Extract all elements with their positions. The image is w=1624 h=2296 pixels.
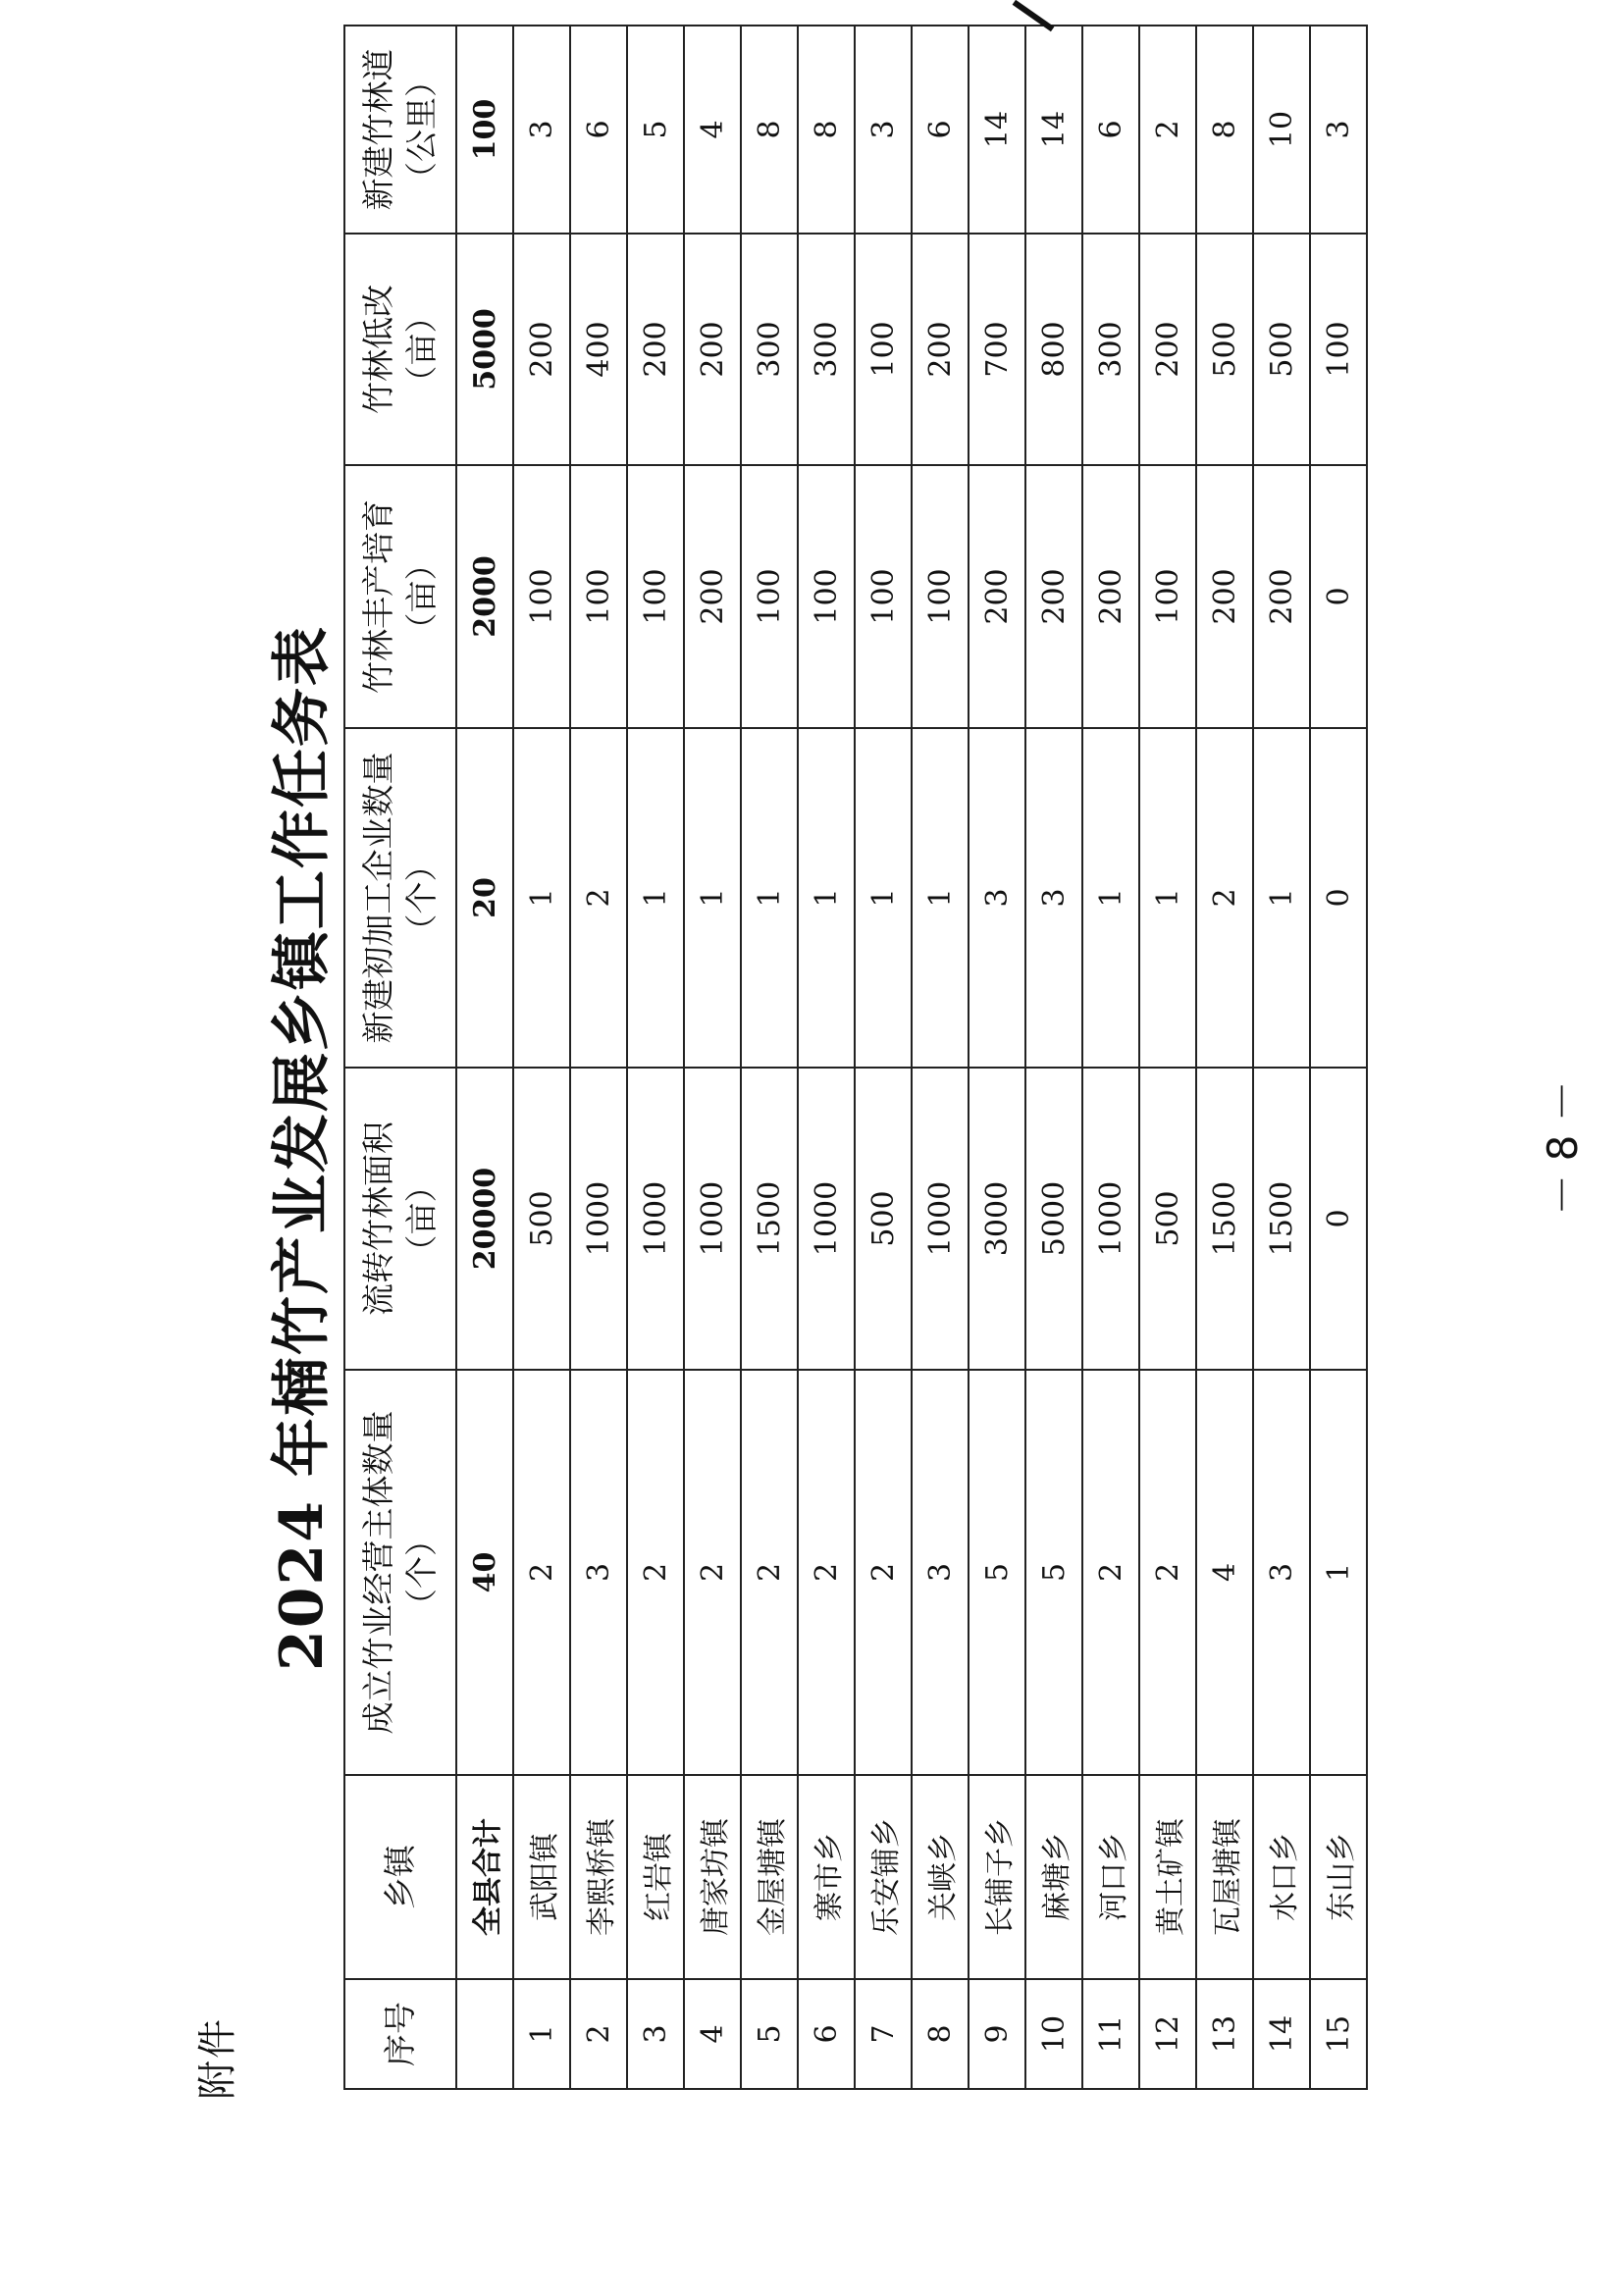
table-cell: 15 (1310, 1979, 1367, 2089)
table-cell: 1 (513, 728, 570, 1068)
table-cell: 1 (1253, 728, 1310, 1068)
table-cell: 1000 (684, 1068, 741, 1370)
table-row (855, 26, 912, 2089)
table-cell: 5000 (1025, 1068, 1082, 1370)
table-cell: 2 (1196, 728, 1253, 1068)
table-cell: 200 (1025, 465, 1082, 728)
table-cell: 9 (969, 1979, 1025, 2089)
table-cell: 5000 (456, 234, 513, 465)
table-row (798, 26, 855, 2089)
table-cell: 寨市乡 (798, 1775, 855, 1979)
table-cell: 200 (1196, 465, 1253, 728)
table-cell: 100 (912, 465, 969, 728)
table-cell: 0 (1310, 728, 1367, 1068)
table-cell: 1500 (1196, 1068, 1253, 1370)
table-row (1310, 26, 1367, 2089)
table-cell: 1000 (627, 1068, 684, 1370)
table-cell: 800 (1025, 234, 1082, 465)
table-cell: 5 (1025, 1370, 1082, 1775)
table-cell: 2 (570, 1979, 627, 2089)
table-cell: 7 (855, 1979, 912, 2089)
table-cell: 100 (855, 234, 912, 465)
table-cell: 红岩镇 (627, 1775, 684, 1979)
table-cell: 14 (1025, 26, 1082, 234)
table-row (1082, 26, 1139, 2089)
table-cell: 10 (1253, 26, 1310, 234)
table-cell: 2 (855, 1370, 912, 1775)
table-cell: 100 (798, 465, 855, 728)
table-cell: 1 (1310, 1370, 1367, 1775)
header-low-yield: 竹林低改 （亩） (344, 234, 456, 465)
page-number: － 8 － (1539, 1080, 1587, 1216)
header-transfer-area: 流转竹林面积 （亩） (344, 1068, 456, 1370)
table-cell: 100 (513, 465, 570, 728)
table-cell: 700 (969, 234, 1025, 465)
table-cell: 8 (741, 26, 798, 234)
table-cell: 2000 (456, 465, 513, 728)
header-row (344, 26, 456, 2089)
table-cell: 1 (855, 728, 912, 1068)
table-cell: 1000 (570, 1068, 627, 1370)
header-processing: 新建初加工企业数量 （个） (344, 728, 456, 1068)
table-cell: 300 (798, 234, 855, 465)
table-cell: 500 (1196, 234, 1253, 465)
table-cell: 3 (1253, 1370, 1310, 1775)
table-cell: 8 (1196, 26, 1253, 234)
table-cell: 20000 (456, 1068, 513, 1370)
table-cell: 金屋塘镇 (741, 1775, 798, 1979)
table-cell: 100 (1139, 465, 1196, 728)
table-cell: 李熙桥镇 (570, 1775, 627, 1979)
table-cell: 1 (1082, 728, 1139, 1068)
table-cell: 100 (570, 465, 627, 728)
table-cell: 100 (855, 465, 912, 728)
table-cell: 3 (1310, 26, 1367, 234)
table-cell: 300 (741, 234, 798, 465)
table-cell: 4 (1196, 1370, 1253, 1775)
table-cell: 4 (684, 26, 741, 234)
table-cell: 0 (1310, 1068, 1367, 1370)
table-cell: 1500 (741, 1068, 798, 1370)
table-row (513, 26, 570, 2089)
table-row (912, 26, 969, 2089)
table-cell: 11 (1082, 1979, 1139, 2089)
table-cell: 10 (1025, 1979, 1082, 2089)
table-cell: 瓦屋塘镇 (1196, 1775, 1253, 1979)
table-cell: 3 (969, 728, 1025, 1068)
table-cell: 东山乡 (1310, 1775, 1367, 1979)
table-cell: 14 (1253, 1979, 1310, 2089)
table-cell: 1500 (1253, 1068, 1310, 1370)
table-cell: 黄土矿镇 (1139, 1775, 1196, 1979)
table-cell: 1 (513, 1979, 570, 2089)
table-cell: 1000 (798, 1068, 855, 1370)
table-cell: 2 (741, 1370, 798, 1775)
table-cell: 100 (456, 26, 513, 234)
table-cell: 2 (1139, 26, 1196, 234)
table-cell: 武阳镇 (513, 1775, 570, 1979)
table-row (1139, 26, 1196, 2089)
header-high-yield: 竹林丰产培育 （亩） (344, 465, 456, 728)
table-cell: 4 (684, 1979, 741, 2089)
table-cell: 河口乡 (1082, 1775, 1139, 1979)
table-cell: 100 (741, 465, 798, 728)
table-cell: 6 (570, 26, 627, 234)
table-cell: 400 (570, 234, 627, 465)
table-cell: 200 (513, 234, 570, 465)
table-cell: 6 (912, 26, 969, 234)
table-cell: 长铺子乡 (969, 1775, 1025, 1979)
total-row (456, 26, 513, 2089)
table-row (570, 26, 627, 2089)
header-seq: 序号 (344, 1979, 456, 2089)
table-cell: 3 (513, 26, 570, 234)
table-cell: 全县合计 (456, 1775, 513, 1979)
table-cell: 8 (798, 26, 855, 234)
header-forest-road: 新建竹林道 （公里） (344, 26, 456, 234)
table-cell: 3 (570, 1370, 627, 1775)
table-cell: 1 (1139, 728, 1196, 1068)
table-cell: 1 (912, 728, 969, 1068)
table-cell: 12 (1139, 1979, 1196, 2089)
table-cell: 乐安铺乡 (855, 1775, 912, 1979)
table-row (741, 26, 798, 2089)
table-cell: 2 (798, 1370, 855, 1775)
table-cell: 100 (627, 465, 684, 728)
table-cell: 3 (855, 26, 912, 234)
document-title: 2024 年楠竹产业发展乡镇工作任务表 (268, 625, 337, 1671)
table-cell: 水口乡 (1253, 1775, 1310, 1979)
header-township: 乡镇 (344, 1775, 456, 1979)
table-cell: 2 (570, 728, 627, 1068)
table-cell (456, 1979, 513, 2089)
table-cell: 200 (1139, 234, 1196, 465)
table-cell: 3 (1025, 728, 1082, 1068)
table-cell: 200 (969, 465, 1025, 728)
table-cell: 3 (627, 1979, 684, 2089)
header-operators: 成立竹业经营主体数量 （个） (344, 1370, 456, 1775)
table-row (1025, 26, 1082, 2089)
table-cell: 2 (1082, 1370, 1139, 1775)
table-row (684, 26, 741, 2089)
table-cell: 6 (1082, 26, 1139, 234)
table-cell: 20 (456, 728, 513, 1068)
table-cell: 关峡乡 (912, 1775, 969, 1979)
table-cell: 200 (1253, 465, 1310, 728)
table-cell: 200 (684, 465, 741, 728)
table-cell: 1 (627, 728, 684, 1068)
table-cell: 3 (912, 1370, 969, 1775)
table-cell: 麻塘乡 (1025, 1775, 1082, 1979)
table-cell: 200 (1082, 465, 1139, 728)
table-cell: 14 (969, 26, 1025, 234)
table-cell: 2 (684, 1370, 741, 1775)
task-table (343, 25, 1368, 2090)
table-cell: 1000 (1082, 1068, 1139, 1370)
table-cell: 5 (969, 1370, 1025, 1775)
table-cell: 1 (741, 728, 798, 1068)
table-row (969, 26, 1025, 2089)
table-cell: 1 (798, 728, 855, 1068)
attachment-label: 附件 (195, 2017, 240, 2100)
table-cell: 2 (1139, 1370, 1196, 1775)
table-row (1253, 26, 1310, 2089)
table-cell: 3000 (969, 1068, 1025, 1370)
table-cell: 2 (513, 1370, 570, 1775)
table-cell: 0 (1310, 465, 1367, 728)
table-row (1196, 26, 1253, 2089)
table-cell: 8 (912, 1979, 969, 2089)
table-cell: 100 (1310, 234, 1367, 465)
table-cell: 500 (855, 1068, 912, 1370)
table-cell: 500 (1253, 234, 1310, 465)
table-cell: 1 (684, 728, 741, 1068)
table-cell: 唐家坊镇 (684, 1775, 741, 1979)
table-cell: 500 (1139, 1068, 1196, 1370)
table-cell: 1000 (912, 1068, 969, 1370)
table-cell: 300 (1082, 234, 1139, 465)
table-cell: 5 (627, 26, 684, 234)
table-cell: 5 (741, 1979, 798, 2089)
table-row (627, 26, 684, 2089)
table-cell: 6 (798, 1979, 855, 2089)
table-cell: 200 (684, 234, 741, 465)
table-cell: 2 (627, 1370, 684, 1775)
table-cell: 200 (912, 234, 969, 465)
table-cell: 40 (456, 1370, 513, 1775)
table-cell: 200 (627, 234, 684, 465)
table-cell: 500 (513, 1068, 570, 1370)
table-cell: 13 (1196, 1979, 1253, 2089)
